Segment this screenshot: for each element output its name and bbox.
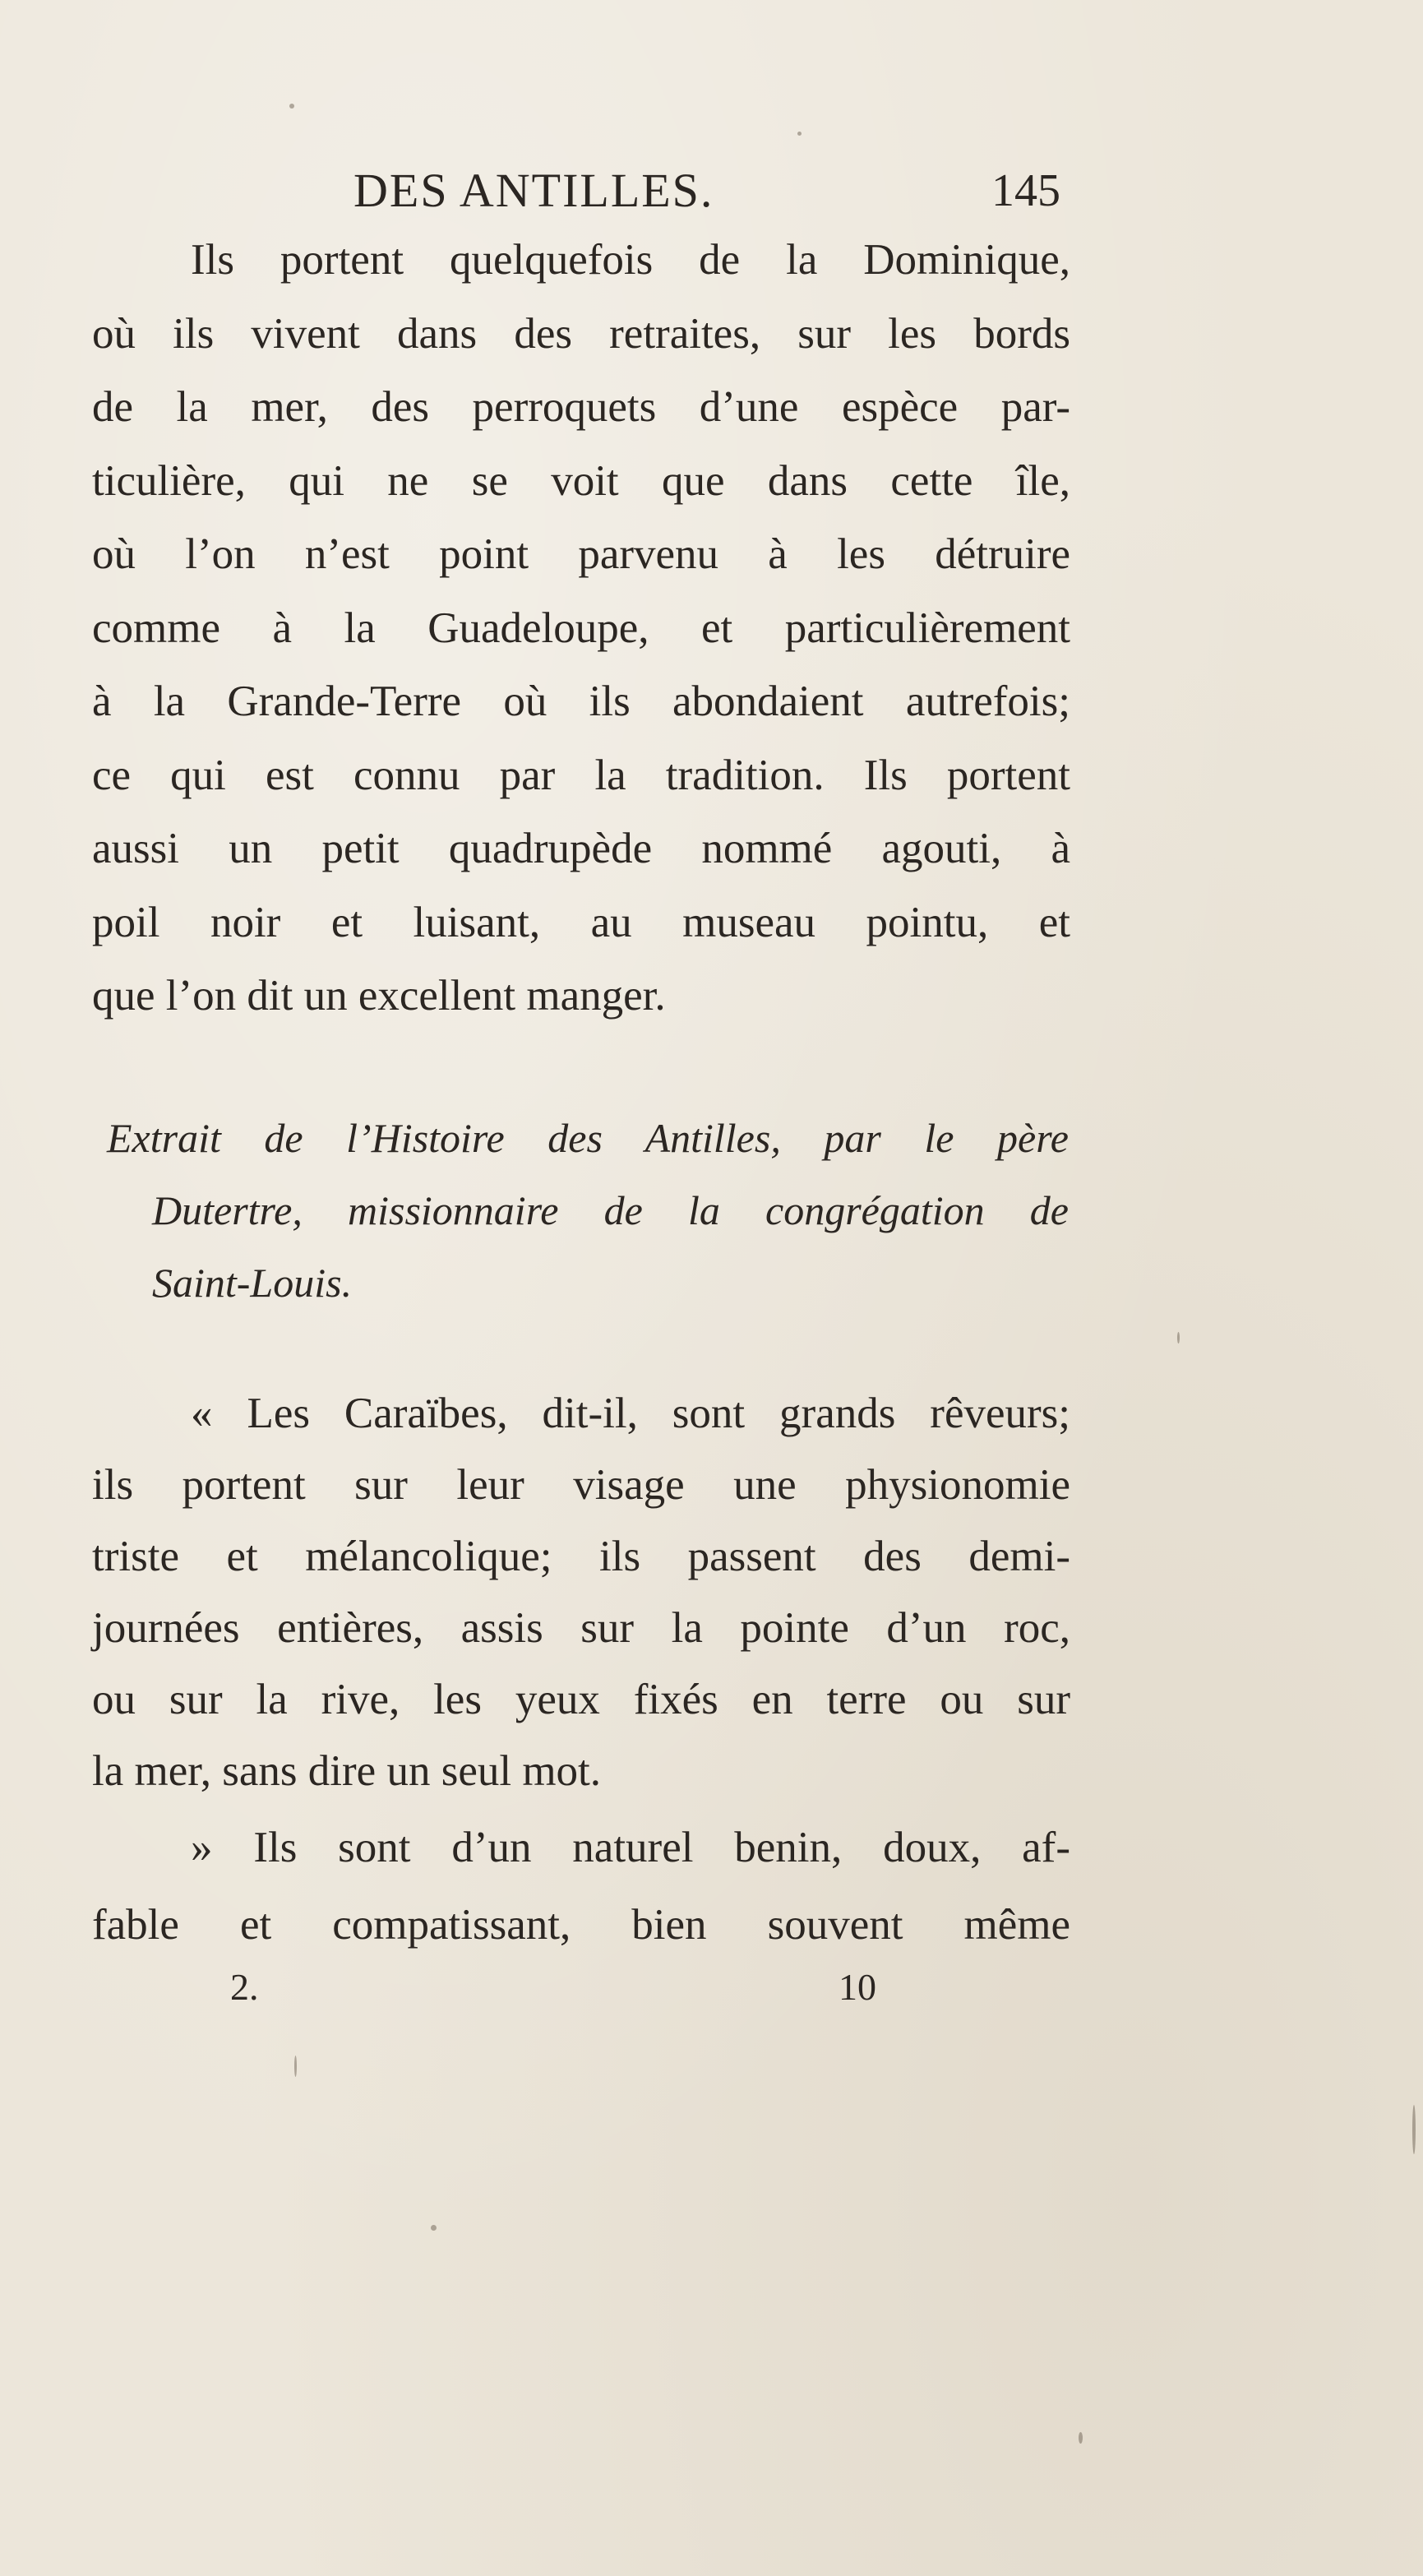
text-line: ticulière, qui ne se voit que dans cette île,: [92, 456, 1070, 505]
text-line: » Ils sont d’un naturel benin, doux, af-: [191, 1824, 1070, 1871]
text-line: Ils portent quelquefois de la Dominique,: [191, 236, 1070, 284]
page-footer: [230, 1965, 888, 2023]
paper-speck: [289, 104, 294, 109]
page-number: 145: [991, 165, 1060, 216]
text-line: où l’on n’est point parvenu à les détruire: [92, 530, 1070, 578]
paper-speck: [294, 2056, 297, 2077]
text-line: journées entières, assis sur la pointe d’un roc,: [92, 1604, 1070, 1652]
paragraph-parrots: [92, 224, 1070, 1034]
text-line: ils portent sur leur visage une physionomie: [92, 1461, 1070, 1509]
paragraph-caribs: [92, 1378, 1070, 1807]
signature-mark: 2.: [230, 1966, 259, 2008]
sheet-number: 10: [839, 1966, 876, 2008]
paper-speck: [1079, 2432, 1083, 2444]
text-line: ou sur la rive, les yeux fixés en terre ou sur: [92, 1676, 1070, 1723]
text-line: ce qui est connu par la tradition. Ils portent: [92, 751, 1070, 799]
text-line: que l’on dit un excellent manger.: [92, 972, 666, 1020]
paper-speck: [1177, 1332, 1180, 1343]
paragraph-nature: [92, 1809, 1070, 1963]
text-line: à la Grande-Terre où ils abondaient autrefois;: [92, 678, 1070, 725]
heading-line: Dutertre, missionnaire de la congrégation de: [152, 1187, 1069, 1233]
heading-line: Extrait de l’Histoire des Antilles, par le père: [107, 1115, 1069, 1161]
paper-speck: [797, 132, 802, 136]
text-line: triste et mélancolique; ils passent des demi-: [92, 1533, 1070, 1580]
paper-speck: [1412, 2105, 1416, 2154]
text-line: aussi un petit quadrupède nommé agouti, à: [92, 825, 1070, 872]
text-line: de la mer, des perroquets d’une espèce par-: [92, 383, 1070, 431]
paper-speck: [431, 2225, 437, 2231]
text-line: poil noir et luisant, au museau pointu, et: [92, 898, 1070, 946]
running-head: [353, 163, 1060, 229]
extract-heading: [107, 1102, 1069, 1319]
text-line: la mer, sans dire un seul mot.: [92, 1747, 602, 1795]
text-line: fable et compatissant, bien souvent même: [92, 1901, 1070, 1949]
heading-line: Saint-Louis.: [152, 1260, 353, 1306]
text-line: comme à la Guadeloupe, et particulièrement: [92, 604, 1070, 652]
text-line: « Les Caraïbes, dit-il, sont grands rêveurs;: [191, 1390, 1070, 1437]
running-title: DES ANTILLES.: [353, 164, 714, 217]
text-line: où ils vivent dans des retraites, sur les bords: [92, 309, 1070, 358]
